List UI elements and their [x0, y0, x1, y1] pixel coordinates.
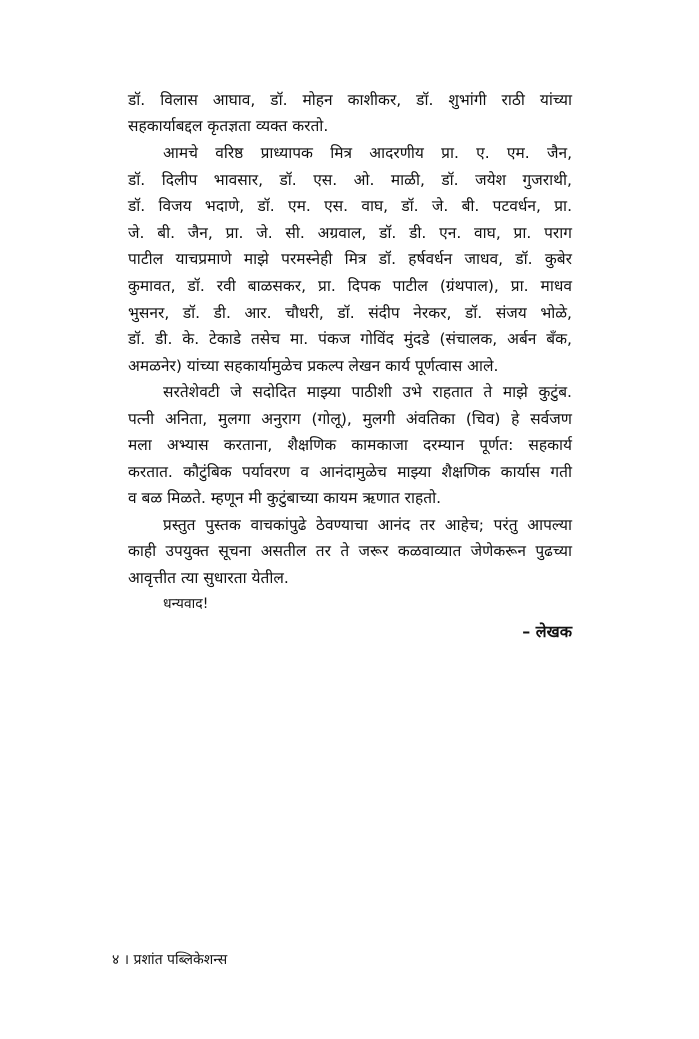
text-line: अमळनेर) यांच्या सहकार्यामुळेच प्रकल्प लेखन कार्य पूर्णत्वास आले. — [128, 357, 499, 375]
text-line: डॉ. दिलीप भावसार, डॉ. एस. ओ. माळी, डॉ. जयेश गुजराथी, — [128, 171, 572, 189]
text-line: व बळ मिळते. म्हणून मी कुटुंबाच्या कायम ऋणात राहतो. — [128, 489, 442, 507]
text-line: काही उपयुक्त सूचना असतील तर ते जरूर कळवाव्यात जेणेकरून पुढच्या — [128, 542, 572, 560]
text-line: धन्यवाद! — [163, 596, 209, 612]
text-line: करतात. कौटुंबिक पर्यावरण व आनंदामुळेच माझ्या शैक्षणिक कार्यास गती — [128, 463, 572, 481]
text-line: सरतेशेवटी जे सदोदित माझ्या पाठीशी उभे राहतात ते माझे कुटुंब. — [163, 383, 572, 401]
text-line: डॉ. विजय भदाणे, डॉ. एम. एस. वाघ, डॉ. जे. बी. पटवर्धन, प्रा. — [128, 197, 572, 215]
text-line: मला अभ्यास करताना, शैक्षणिक कामकाजा दरम्यान पूर्णत: सहकार्य — [128, 436, 572, 454]
text-line: भुसनर, डॉ. डी. आर. चौधरी, डॉ. संदीप नेरकर, डॉ. संजय भोळे, — [128, 304, 572, 322]
text-line: डॉ. डी. के. टेकाडे तसेच मा. पंकज गोविंद मुंदडे (संचालक, अर्बन बँक, — [128, 330, 572, 348]
text-line: पत्नी अनिता, मुलगा अनुराग (गोलू), मुलगी अंवतिका (चिव) हे सर्वजण — [128, 410, 572, 428]
text-line: कुमावत, डॉ. रवी बाळसकर, प्रा. दिपक पाटील (ग्रंथपाल), प्रा. माधव — [128, 277, 572, 295]
text-line: प्रस्तुत पुस्तक वाचकांपुढे ठेवण्याचा आनंद तर आहेच; परंतु आपल्या — [163, 516, 572, 534]
text-line: डॉ. विलास आघाव, डॉ. मोहन काशीकर, डॉ. शुभांगी राठी यांच्या — [128, 91, 572, 109]
author-signature: – लेखक — [522, 622, 572, 641]
text-line: जे. बी. जैन, प्रा. जे. सी. अग्रवाल, डॉ. डी. एन. वाघ, प्रा. पराग — [128, 224, 572, 242]
text-line: पाटील याचप्रमाणे माझे परमस्नेही मित्र डॉ. हर्षवर्धन जाधव, डॉ. कुबेर — [128, 250, 572, 268]
text-line: आमचे वरिष्ठ प्राध्यापक मित्र आदरणीय प्रा. ए. एम. जैन, — [163, 144, 572, 162]
text-line: आवृत्तीत त्या सुधारता येतील. — [128, 569, 289, 587]
page-footer: ४ । प्रशांत पब्लिकेशन्स — [112, 952, 228, 968]
text-line: सहकार्याबद्दल कृतज्ञता व्यक्त करतो. — [128, 117, 329, 135]
